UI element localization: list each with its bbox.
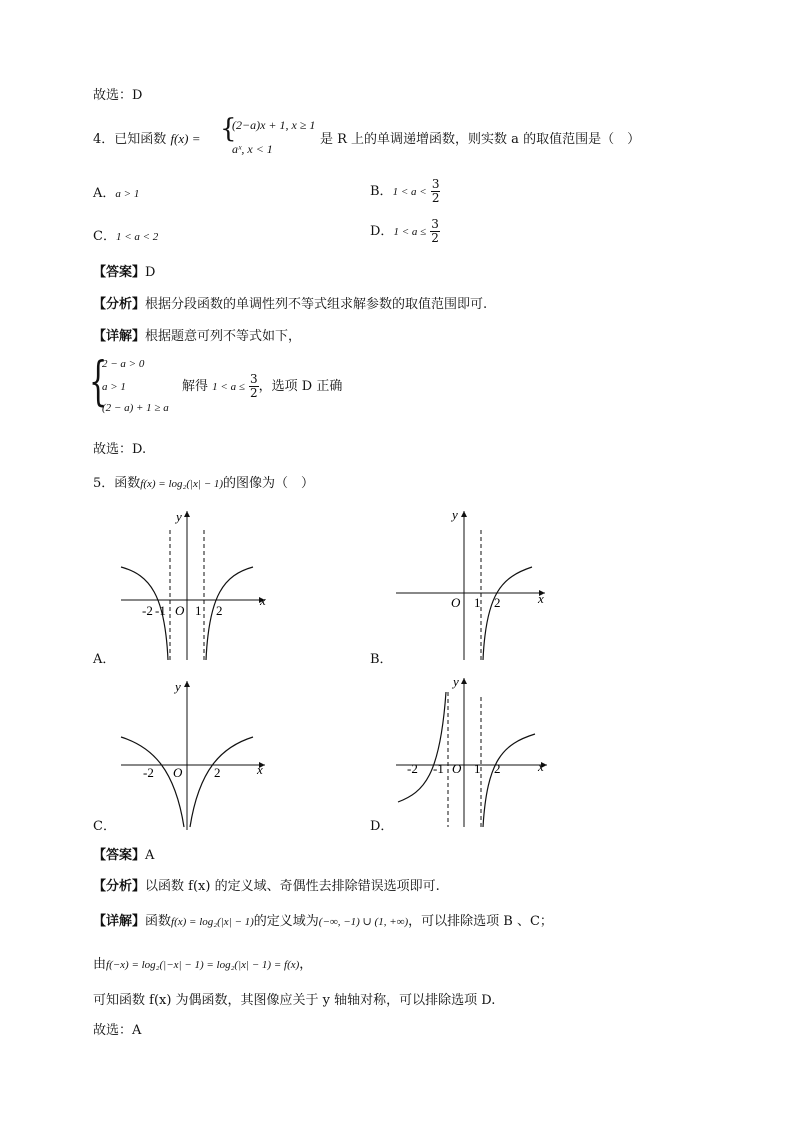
- q5-number: 5．: [93, 476, 115, 491]
- y-label: y: [452, 507, 458, 522]
- q5-answer: [93, 844, 154, 863]
- y-axis-arrow: [461, 511, 467, 517]
- origin-label: O: [451, 595, 461, 610]
- tick-2: 2: [494, 595, 501, 610]
- x-label: x: [538, 759, 544, 774]
- q4-system-brace: {: [89, 352, 108, 412]
- q5-stem-pre: 函数: [114, 476, 141, 491]
- origin-label: O: [175, 603, 185, 618]
- tick-minus-2: -2: [407, 761, 418, 776]
- q5-analysis-text: 以函数 f(x) 的定义域、奇偶性去排除错误选项即可.: [145, 879, 440, 894]
- q4-option-a: [93, 182, 139, 201]
- q4-conclusion: 故选：D.: [93, 442, 147, 457]
- q4-option-b-fraction: [431, 178, 441, 205]
- tick-minus-2: -2: [142, 603, 153, 618]
- q4-option-d-num: 3: [431, 217, 439, 231]
- q5-derivation-pre: 由: [93, 957, 107, 972]
- q4-system-line1: 2 − a > 0: [102, 358, 145, 370]
- y-label: y: [176, 509, 182, 524]
- tick-minus-1: -1: [433, 761, 444, 776]
- q4-option-d-fraction: [430, 218, 440, 245]
- tick-2: 2: [494, 761, 501, 776]
- q4-stem: [93, 128, 201, 147]
- curve-left: [121, 737, 184, 827]
- q4-stem-post: 是 R 上的单调递增函数，则实数 a 的取值范围是（ ）: [320, 132, 641, 147]
- q5-even-conclusion: 可知函数 f(x) 为偶函数，其图像应关于 y 轴轴对称，可以排除选项 D.: [93, 993, 496, 1008]
- q4-solution-num: 3: [250, 372, 258, 386]
- x-label: x: [260, 593, 266, 608]
- q5-derivation-math: f(−x) = log₂(|−x| − 1) = log₂(|x| − 1) = f(x): [106, 959, 300, 971]
- q4-solution-fraction: [249, 373, 259, 400]
- tick-2: 2: [214, 765, 221, 780]
- q5-detail-domain: (−∞, −1) ∪ (1, +∞): [318, 916, 409, 928]
- q4-case2: aˣ, x < 1: [232, 142, 273, 156]
- q4-func: f(x) =: [170, 131, 201, 146]
- q4-option-b-text: 1 < a <: [392, 186, 427, 198]
- q4-answer: [93, 261, 155, 280]
- y-axis-arrow: [184, 511, 190, 517]
- q4-option-d-text: 1 < a ≤: [393, 226, 427, 238]
- q4-number: 4．: [93, 132, 115, 147]
- q5-graph-d-label: D．: [370, 819, 394, 834]
- q4-option-b-num: 3: [431, 177, 440, 191]
- q5-detail-tag: 【详解】: [93, 914, 146, 929]
- q4-option-a-label: A．: [93, 186, 116, 201]
- q5-analysis-tag: 【分析】: [93, 879, 146, 894]
- y-label: y: [175, 679, 181, 694]
- q4-option-d: [370, 218, 440, 245]
- q4-solution-ineq: 1 < a ≤: [212, 381, 245, 393]
- q4-option-a-text: a > 1: [115, 188, 140, 200]
- q4-detail-text: 根据题意可列不等式如下，: [145, 329, 302, 344]
- q4-option-d-den: 2: [431, 231, 439, 245]
- q4-solution-pre: 解得: [182, 379, 209, 394]
- q4-analysis: [93, 293, 487, 312]
- x-label: x: [257, 762, 263, 777]
- q5-stem: [93, 472, 314, 491]
- q5-detail: [93, 910, 553, 929]
- y-label: y: [453, 674, 459, 689]
- q5-graph-a: [115, 505, 275, 665]
- tick-1: 1: [195, 603, 202, 618]
- q4-piecewise-brace: {: [220, 114, 237, 144]
- q5-graph-c-label: C．: [93, 819, 116, 834]
- origin-label: O: [452, 761, 462, 776]
- curve-left: [398, 692, 446, 802]
- tick-minus-2: -2: [143, 765, 154, 780]
- tick-1: 1: [474, 595, 481, 610]
- q4-analysis-text: 根据分段函数的单调性列不等式组求解参数的取值范围即可.: [145, 297, 488, 312]
- q5-answer-tag: 【答案】: [93, 848, 146, 863]
- q5-graph-a-label: A．: [93, 652, 116, 667]
- q4-answer-value: D: [145, 265, 156, 280]
- q4-option-c-text: 1 < a < 2: [115, 231, 159, 243]
- q4-solution-post: ，选项 D 正确: [258, 379, 343, 394]
- q4-option-b-den: 2: [431, 191, 440, 205]
- curve-right: [190, 737, 253, 827]
- q5-detail-func: f(x) = log₂(|x| − 1): [171, 916, 254, 928]
- q4-option-b: [370, 178, 440, 205]
- x-label: x: [538, 591, 544, 606]
- q5-derivation-post: ，: [299, 957, 313, 972]
- q4-option-b-label: B．: [370, 184, 393, 199]
- q5-detail-post: ，可以排除选项 B 、C；: [408, 914, 553, 929]
- y-axis-arrow: [461, 678, 467, 684]
- q4-option-d-label: D．: [370, 224, 394, 239]
- q4-option-c-label: C．: [93, 229, 116, 244]
- q5-graph-c: [115, 675, 275, 835]
- curve-right: [483, 734, 535, 827]
- q4-analysis-tag: 【分析】: [93, 297, 146, 312]
- y-axis-arrow: [184, 681, 190, 687]
- q5-answer-value: A: [145, 848, 155, 863]
- q5-graph-b-label: B．: [370, 652, 393, 667]
- tick-minus-1: -1: [155, 603, 166, 618]
- q4-option-c: [93, 225, 158, 244]
- curve-right: [206, 567, 253, 660]
- origin-label: O: [173, 765, 183, 780]
- q5-detail-pre: 函数: [145, 914, 172, 929]
- q5-even-derivation: [93, 953, 312, 972]
- curve-right: [483, 567, 532, 660]
- tick-1: 1: [474, 761, 481, 776]
- q5-func: f(x) = log₂(|x| − 1): [140, 478, 224, 490]
- q5-analysis: [93, 875, 440, 894]
- q3-conclusion: 故选：D: [93, 88, 143, 103]
- q4-answer-tag: 【答案】: [93, 265, 146, 280]
- q4-system-line2: a > 1: [102, 381, 126, 393]
- q5-conclusion: 故选：A: [93, 1023, 142, 1038]
- q4-solution-den: 2: [250, 386, 258, 400]
- q4-system-line3: (2 − a) + 1 ≥ a: [102, 402, 169, 414]
- q4-solution: [182, 373, 342, 400]
- q4-detail: [93, 325, 301, 344]
- tick-2: 2: [216, 603, 223, 618]
- q4-stem-pre: 已知函数: [114, 132, 167, 147]
- q5-detail-mid: 的定义域为: [253, 914, 319, 929]
- q5-graph-b: [390, 505, 550, 665]
- q5-graph-d: [390, 672, 555, 832]
- q4-detail-tag: 【详解】: [93, 329, 146, 344]
- q4-case1: (2−a)x + 1, x ≥ 1: [232, 118, 316, 132]
- q5-stem-post: 的图像为（ ）: [223, 476, 315, 491]
